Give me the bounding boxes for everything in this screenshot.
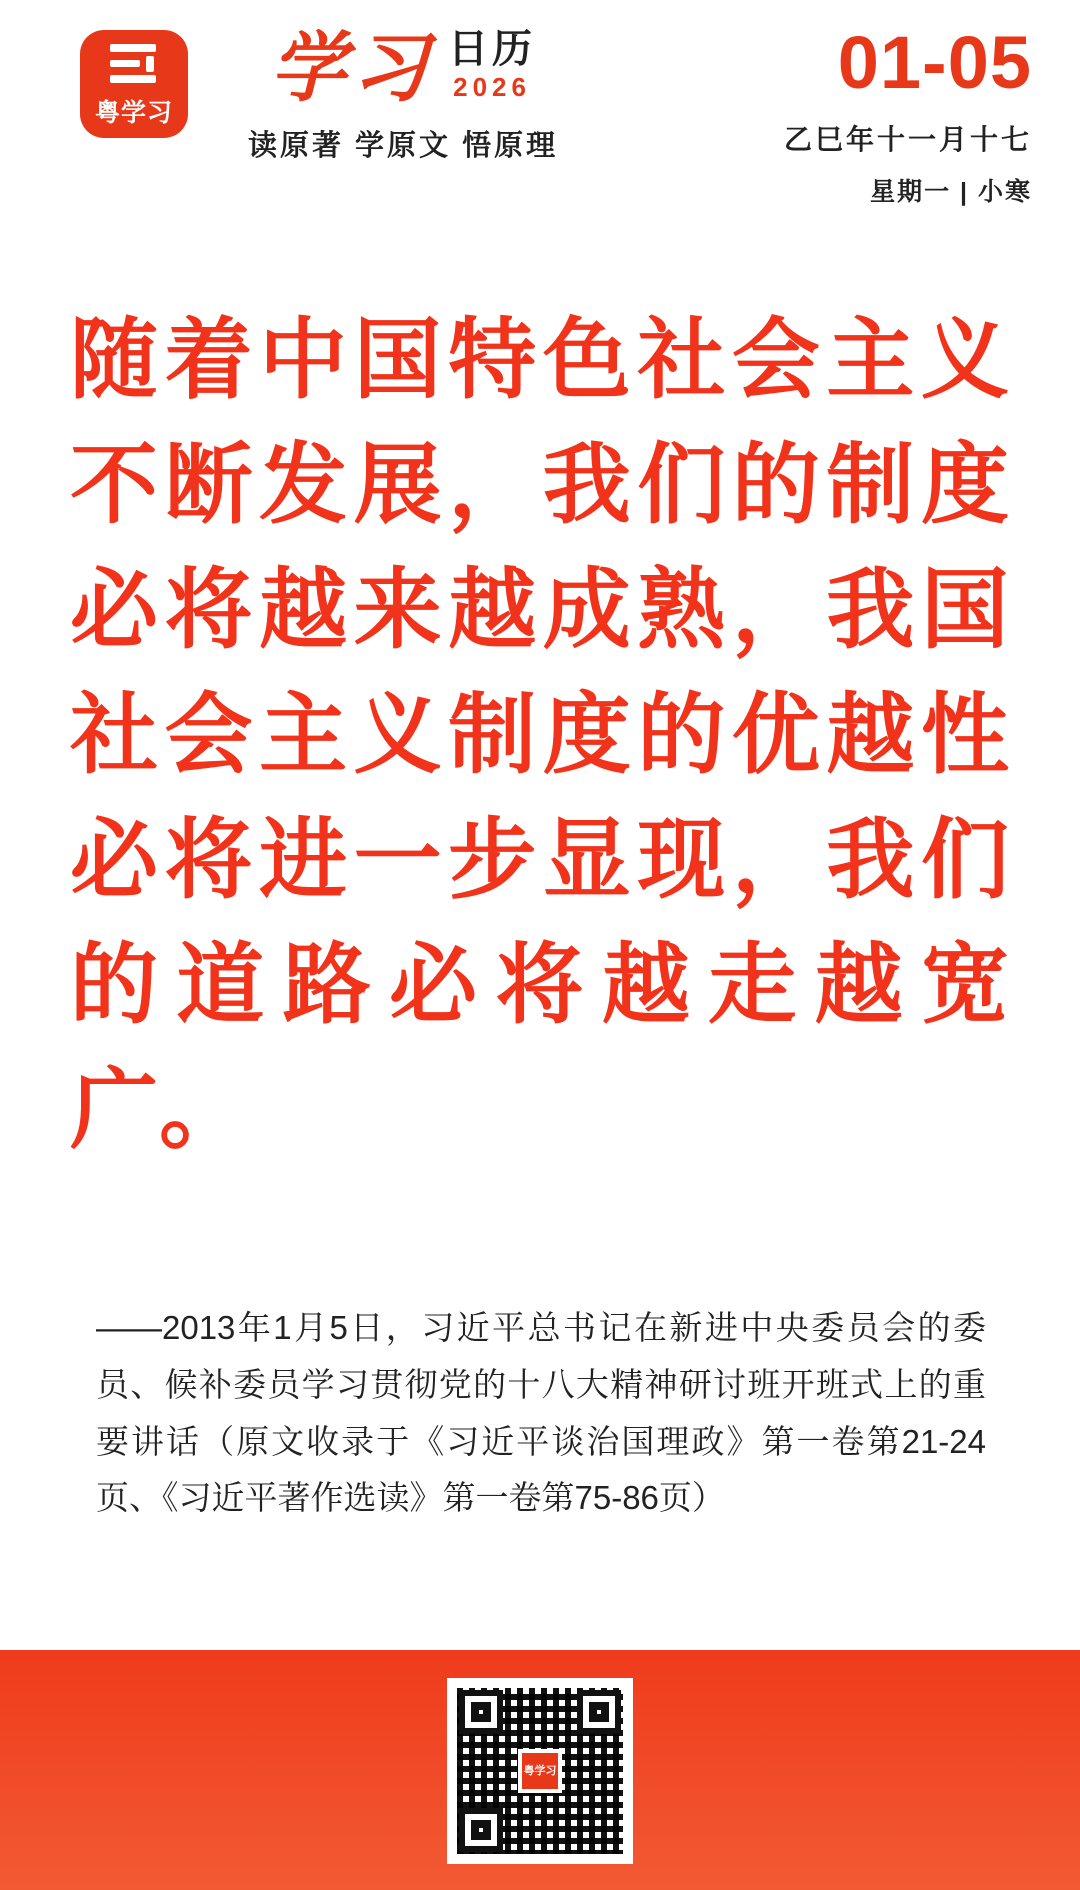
date-lunar: 乙巳年十一月十七 [783,124,1032,155]
date-block [784,22,1032,208]
date-number: 01-05 [837,21,1032,104]
qr-code-card[interactable] [447,1678,633,1864]
brand-block [248,22,558,164]
brand-slogan: 读原著 学原文 悟原理 [248,130,559,163]
qr-center-label: 粤学习 [523,1764,557,1777]
date-weekday-term: 星期一 | 小寒 [870,178,1032,206]
quote-text: 随着中国特色社会主义不断发展，我们的制度必将越来越成熟，我国社会主义制度的优越性必将进一步显现，我们的道路必将越走越宽广。 [70,313,1010,1160]
qr-code-icon [457,1688,623,1854]
book-logo-icon [102,44,166,90]
qr-center-logo [518,1749,562,1793]
page-footer [0,1650,1080,1890]
page-header [0,0,1080,206]
brand-year: 2026 [453,72,531,102]
brand-sub-title: 日历 [448,26,537,71]
app-logo-label: 粤学习 [94,99,173,127]
app-logo[interactable] [80,30,188,138]
quote-source: ——2013年1月5日，习近平总书记在新进中央委员会的委员、候补委员学习贯彻党的十八大精神研讨班开班式上的重要讲话（原文收录于《习近平谈治国理政》第一卷第21-24页、《习近平著作选读》第一卷第75-86页） [96,1309,986,1517]
brand-main-title: 学习 [270,27,435,112]
